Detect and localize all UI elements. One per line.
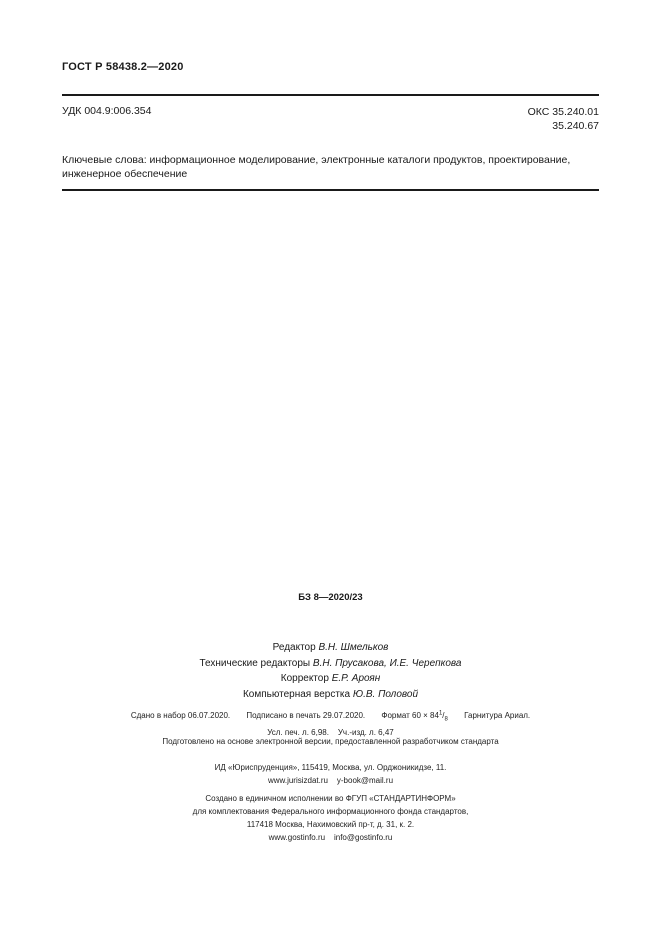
publisher-contacts: www.jurisizdat.ru y-book@mail.ru — [267, 776, 394, 785]
top-divider — [62, 94, 599, 96]
print-sheets: Усл. печ. л. 6,98. — [267, 728, 329, 738]
creator-line-2: для комплектования Федерального информационного фонда стандартов, — [192, 807, 469, 816]
tech-editors-names: В.Н. Прусакова, И.Е. Черепкова — [312, 657, 462, 669]
editor-line — [0, 640, 661, 656]
format: Формат $60 \times 84^1/_8$ — [381, 710, 448, 723]
creator-line-1: Создано в единичном исполнении во ФГУП «СТАНДАРТИНФОРМ» — [205, 794, 456, 803]
creator-address: 117418 Москва, Нахимовский пр-т, д. 31, к. 2. — [246, 820, 415, 829]
oks-codes — [528, 105, 599, 133]
format-text: Формат 60 × 84 — [381, 710, 439, 720]
tech-editors-label: Технические редакторы — [199, 657, 311, 669]
signed-date-text: Подписано в печать 29.07.2020. — [246, 710, 366, 720]
font-info: Гарнитура Ариал. — [464, 710, 531, 720]
publisher-block — [0, 761, 661, 787]
editor-label: Редактор — [272, 642, 316, 653]
udk-code: УДК 004.9:006.354 — [62, 105, 152, 117]
oks-line-1: ОКС 35.240.01 — [527, 106, 599, 118]
format-numerator: 1 — [438, 710, 443, 716]
sent-date: Сдано в набор 06.07.2020. — [130, 710, 231, 720]
print-info-row-1 — [0, 707, 661, 726]
bottom-divider — [62, 189, 599, 191]
layout-label: Компьютерная верстка — [242, 688, 351, 700]
keywords-paragraph: Ключевые слова: информационное моделирование, электронные каталоги продуктов, проектирование, инженерное обеспечение — [62, 154, 571, 180]
signed-date — [246, 711, 365, 720]
layout-name: Ю.В. Половой — [352, 688, 419, 700]
creator-block — [0, 792, 661, 818]
document-header: ГОСТ Р 58438.2—2020 — [62, 61, 184, 73]
creator-contacts: www.gostinfo.ru info@gostinfo.ru — [268, 833, 393, 842]
layout-line — [0, 687, 661, 703]
credits-block — [0, 640, 661, 702]
bz-number: БЗ 8—2020/23 — [298, 592, 363, 603]
corrector-name: Е.Р. Ароян — [331, 673, 381, 684]
format-denominator: 8 — [444, 716, 448, 723]
corrector-line — [0, 671, 661, 687]
oks-line-2: 35.240.67 — [552, 120, 599, 132]
corrector-label: Корректор — [280, 673, 329, 684]
publisher-address: ИД «Юриспруденция», 115419, Москва, ул. Орджоникидзе, 11. — [214, 763, 447, 772]
creator-address-block — [0, 818, 661, 844]
tech-editors-line — [0, 656, 661, 672]
prepared-note: Подготовлено на основе электронной версии, предоставленной разработчиком стандарта — [162, 737, 499, 746]
edition-sheets: Уч.-изд. л. 6,47 — [337, 728, 394, 738]
editor-name: В.Н. Шмельков — [318, 642, 389, 653]
